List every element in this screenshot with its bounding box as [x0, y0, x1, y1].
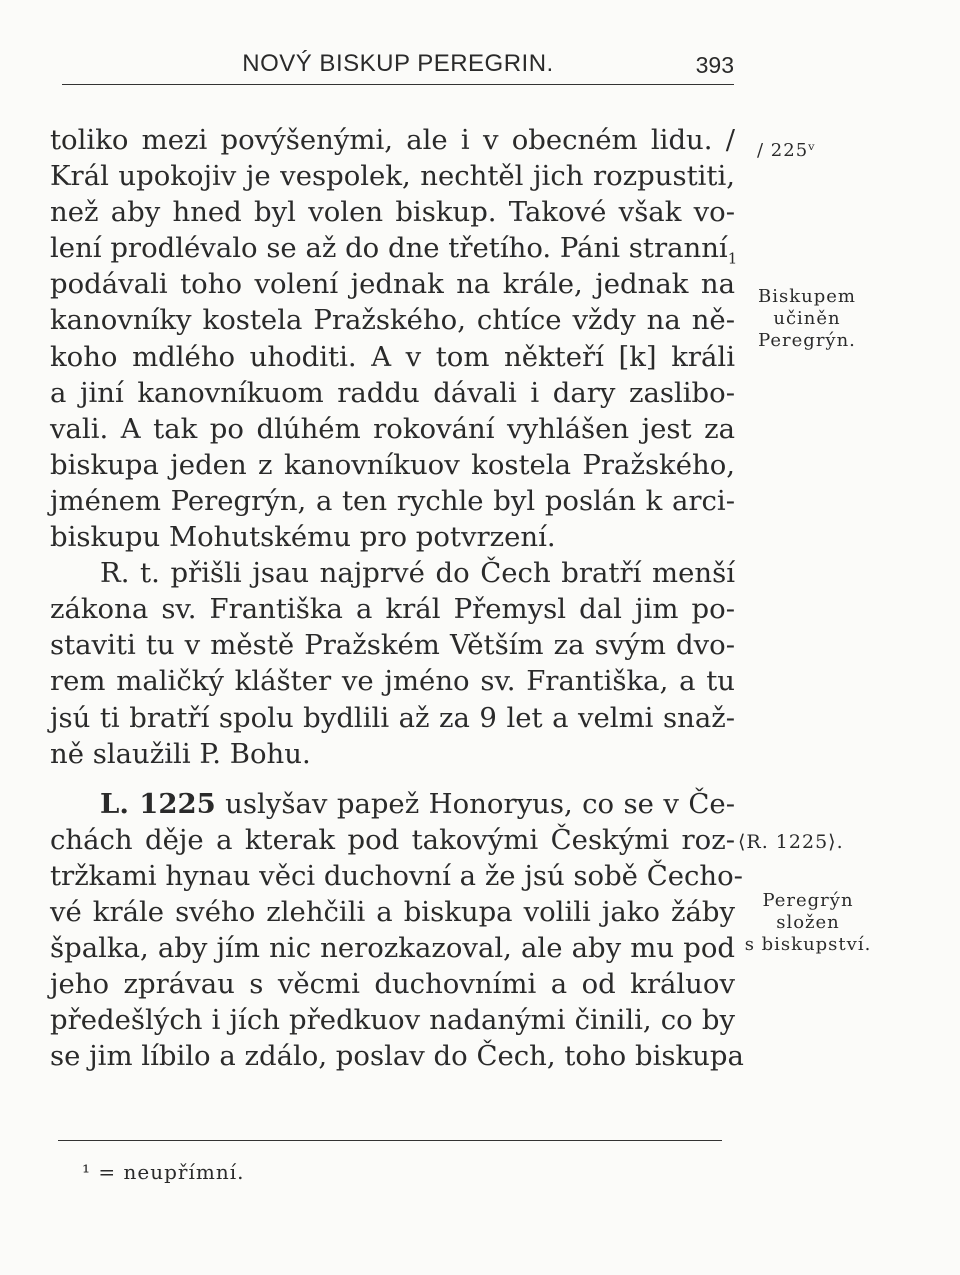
margin-folio-note: / 225ᵛ — [757, 140, 816, 161]
running-title: NOVÝ BISKUP PEREGRIN. — [242, 50, 554, 77]
text-line: než aby hned byl volen biskup. Takové však vo- — [50, 196, 735, 229]
margin-note-line: s biskupství. — [744, 934, 872, 955]
margin-note-bishop-made — [742, 286, 872, 352]
header-rule — [62, 84, 734, 85]
text-line: jménem Peregrýn, a ten rychle byl poslán k arci- — [50, 484, 735, 517]
text-line-with-footnote — [50, 230, 738, 268]
margin-note-line: Peregrýn. — [758, 330, 856, 351]
running-head — [62, 42, 734, 82]
text-line-content: lení prodlévalo se až do dne třetího. Páni stranní — [50, 232, 728, 265]
year-heading: L. 1225 — [100, 787, 216, 820]
text-line: špalka, aby jím nic nerozkazoval, ale aby mu pod — [50, 932, 735, 965]
text-line: staviti tu v městě Pražském Větším za svým dvo- — [50, 629, 735, 662]
text-line: R. t. přišli jsau najprvé do Čech bratří menší — [100, 557, 735, 590]
margin-note-line: učiněn — [773, 308, 841, 329]
text-line: biskupu Mohutskému pro potvrzení. — [50, 521, 556, 554]
text-line — [50, 786, 735, 822]
text-line: tržkami hynau věci duchovní a že jsú sobě Čecho- — [50, 859, 743, 892]
text-line: toliko mezi povýšenými, ale i v obecném lidu. / — [50, 124, 735, 156]
text-line: rem maličký klášter ve jméno sv. Františka, a tu — [50, 665, 735, 698]
margin-note-line: Biskupem — [758, 286, 856, 307]
page-number: 393 — [695, 52, 734, 78]
text-line: předešlých i jích předkuov nadanými činili, co by — [50, 1004, 735, 1037]
text-line: kanovníky kostela Pražského, chtíce vždy na ně- — [50, 304, 735, 337]
footnote-marker: 1 — [727, 249, 738, 268]
text-line: biskupa jeden z kanovníkuov kostela Pražského, — [50, 448, 735, 481]
text-line: vé krále svého zlehčili a biskupa volili jako žáby — [50, 895, 735, 928]
margin-note-line: složen — [776, 912, 840, 933]
text-line: jeho zprávau s věcmi duchovními a od králuov — [50, 968, 735, 1001]
text-line: chách děje a kterak pod takovými Českými roz- — [50, 823, 735, 856]
footnote-rule — [58, 1140, 722, 1141]
text-line: vali. A tak po dlúhém rokování vyhlášen jest za — [50, 412, 735, 445]
text-line: ně slaužili P. Bohu. — [50, 737, 311, 770]
text-line: Král upokojiv je vespolek, nechtěl jich rozpustiti, — [50, 160, 735, 193]
margin-year-note: ⟨R. 1225⟩. — [738, 831, 844, 853]
paragraph-gap — [50, 772, 735, 786]
margin-note-line: Peregrýn — [762, 890, 854, 911]
text-line: a jiní kanovníkuom raddu dávali i dary zaslibo- — [50, 376, 735, 409]
text-line: koho mdlého uhoditi. A v tom někteří [k] králi — [50, 340, 735, 373]
footnote: ¹ = neupřímní. — [82, 1160, 245, 1184]
main-text — [50, 122, 744, 1074]
text-line: jsú ti bratří spolu bydlili až za 9 let a velmi snaž- — [50, 701, 735, 734]
text-line: podávali toho volení jednak na krále, jednak na — [50, 268, 735, 301]
text-line: zákona sv. Františka a král Přemysl dal jim po- — [50, 593, 735, 626]
text-line-content: uslyšav papež Honoryus, co se v Če- — [215, 787, 735, 820]
margin-note-bishop-deposed — [738, 890, 878, 956]
text-line: se jim líbilo a zdálo, poslav do Čech, toho biskupa — [50, 1040, 744, 1073]
